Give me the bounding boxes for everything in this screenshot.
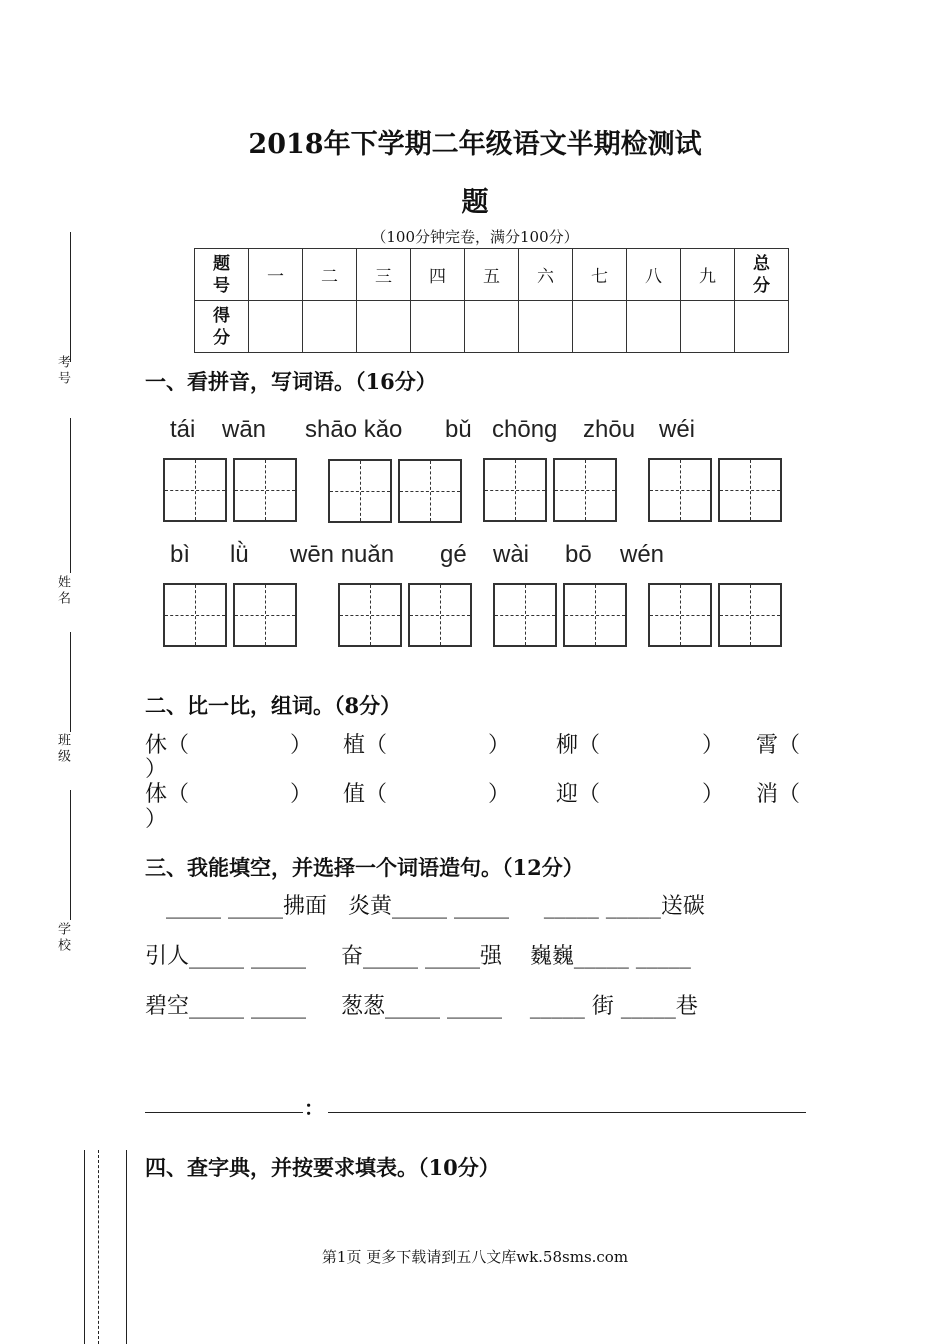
score-label-char-1: 得 bbox=[213, 305, 230, 326]
side-line bbox=[70, 632, 71, 732]
fill-line-3[interactable]: 碧空_____ _____ 葱葱_____ _____ _____ 街 _____巷 bbox=[145, 994, 698, 1019]
pinyin: wēn nuǎn bbox=[290, 541, 395, 568]
section3-heading: 三、我能填空，并选择一个词语造句。（12分） bbox=[145, 855, 584, 880]
pinyin: wài bbox=[493, 541, 530, 568]
compare-word: 体（ bbox=[145, 782, 190, 807]
pinyin: wén bbox=[620, 541, 665, 568]
writing-grid[interactable] bbox=[718, 583, 782, 647]
compare-close-paren: ） bbox=[290, 782, 313, 807]
compare-close-paren: ） bbox=[145, 757, 168, 782]
score-table bbox=[194, 248, 789, 353]
compare-close-paren: ） bbox=[145, 807, 168, 832]
col-5: 五 bbox=[465, 249, 519, 301]
compare-close-paren: ） bbox=[488, 782, 511, 807]
col-1: 一 bbox=[249, 249, 303, 301]
score-cell[interactable] bbox=[519, 301, 573, 353]
col-4: 四 bbox=[411, 249, 465, 301]
compare-word: 迎（ bbox=[556, 782, 601, 807]
side-line bbox=[70, 790, 71, 920]
col-6: 六 bbox=[519, 249, 573, 301]
total-label-char-1: 总 bbox=[753, 253, 770, 274]
col-7: 七 bbox=[573, 249, 627, 301]
section4-heading: 四、查字典，并按要求填表。（10分） bbox=[145, 1155, 500, 1180]
writing-grid[interactable] bbox=[718, 458, 782, 522]
writing-grid[interactable] bbox=[233, 458, 297, 522]
writing-grid[interactable] bbox=[408, 583, 472, 647]
page-footer: 第1页 更多下载请到五八文库wk.58sms.com bbox=[321, 1248, 629, 1266]
total-label-cell bbox=[735, 249, 789, 301]
score-cell[interactable] bbox=[627, 301, 681, 353]
pinyin: shāo kǎo bbox=[305, 416, 403, 443]
col-9: 九 bbox=[681, 249, 735, 301]
header-label-cell bbox=[195, 249, 249, 301]
compare-word: 柳（ bbox=[556, 733, 601, 758]
writing-grid[interactable] bbox=[483, 458, 547, 522]
compare-close-paren: ） bbox=[702, 782, 725, 807]
doc-title-line2: 题 bbox=[461, 187, 489, 218]
writing-grid[interactable] bbox=[493, 583, 557, 647]
writing-grid[interactable] bbox=[553, 458, 617, 522]
section1-heading: 一、看拼音，写词语。（16分） bbox=[145, 369, 437, 394]
pinyin: chōng bbox=[492, 416, 558, 443]
pinyin: wéi bbox=[659, 416, 696, 443]
pinyin: wān bbox=[222, 416, 267, 443]
compare-word: 值（ bbox=[343, 782, 388, 807]
sentence-word-blank[interactable] bbox=[145, 1112, 303, 1113]
score-cell[interactable] bbox=[303, 301, 357, 353]
score-cell[interactable] bbox=[357, 301, 411, 353]
writing-grid[interactable] bbox=[163, 458, 227, 522]
sentence-colon: ： bbox=[304, 1096, 324, 1120]
side-line bbox=[70, 418, 71, 573]
side-label-school: 学校 bbox=[55, 922, 70, 954]
side-label-name: 姓名 bbox=[55, 575, 70, 607]
side-line bbox=[70, 232, 71, 362]
score-table-score-row bbox=[195, 301, 789, 353]
pinyin: zhōu bbox=[583, 416, 636, 443]
compare-close-paren: ） bbox=[488, 733, 511, 758]
writing-grid[interactable] bbox=[648, 583, 712, 647]
score-label-cell bbox=[195, 301, 249, 353]
writing-grid[interactable] bbox=[648, 458, 712, 522]
col-3: 三 bbox=[357, 249, 411, 301]
compare-word: 消（ bbox=[756, 782, 801, 807]
score-cell[interactable] bbox=[249, 301, 303, 353]
score-cell[interactable] bbox=[573, 301, 627, 353]
total-label-char-2: 分 bbox=[753, 275, 770, 296]
col-2: 二 bbox=[303, 249, 357, 301]
compare-word: 霄（ bbox=[756, 733, 801, 758]
score-cell[interactable] bbox=[681, 301, 735, 353]
compare-close-paren: ） bbox=[290, 733, 313, 758]
total-score-cell[interactable] bbox=[735, 301, 789, 353]
doc-subtitle: （100分钟完卷，满分100分） bbox=[371, 228, 579, 246]
doc-title-line1: 2018年下学期二年级语文半期检测试 bbox=[248, 129, 702, 160]
writing-grid[interactable] bbox=[563, 583, 627, 647]
compare-close-paren: ） bbox=[702, 733, 725, 758]
writing-grid[interactable] bbox=[233, 583, 297, 647]
header-label-char-1: 题 bbox=[213, 253, 230, 274]
side-label-class: 班级 bbox=[55, 733, 70, 765]
writing-grid[interactable] bbox=[398, 459, 462, 523]
pinyin: lǜ bbox=[230, 541, 249, 568]
pinyin: bǔ bbox=[445, 416, 472, 443]
writing-grid[interactable] bbox=[328, 459, 392, 523]
fill-line-1[interactable]: _____ _____拂面 炎黄_____ _____ _____ _____送碳 bbox=[166, 894, 705, 919]
compare-word: 植（ bbox=[343, 733, 388, 758]
score-cell[interactable] bbox=[465, 301, 519, 353]
score-label-char-2: 分 bbox=[213, 327, 230, 348]
score-cell[interactable] bbox=[411, 301, 465, 353]
pinyin: tái bbox=[170, 416, 196, 443]
fill-line-2[interactable]: 引人_____ _____ 奋_____ _____强 巍巍_____ _____ bbox=[145, 944, 691, 969]
pinyin: bō bbox=[565, 541, 592, 568]
writing-grid[interactable] bbox=[338, 583, 402, 647]
section2-heading: 二、比一比，组词。（8分） bbox=[145, 693, 402, 718]
header-label-char-2: 号 bbox=[213, 275, 230, 296]
sentence-blank[interactable] bbox=[328, 1112, 806, 1113]
score-table-header-row bbox=[195, 249, 789, 301]
pinyin: bì bbox=[170, 541, 191, 568]
compare-word: 休（ bbox=[145, 733, 190, 758]
col-8: 八 bbox=[627, 249, 681, 301]
writing-grid[interactable] bbox=[163, 583, 227, 647]
side-label-exam-no: 考号 bbox=[55, 355, 70, 387]
pinyin: gé bbox=[440, 541, 467, 568]
